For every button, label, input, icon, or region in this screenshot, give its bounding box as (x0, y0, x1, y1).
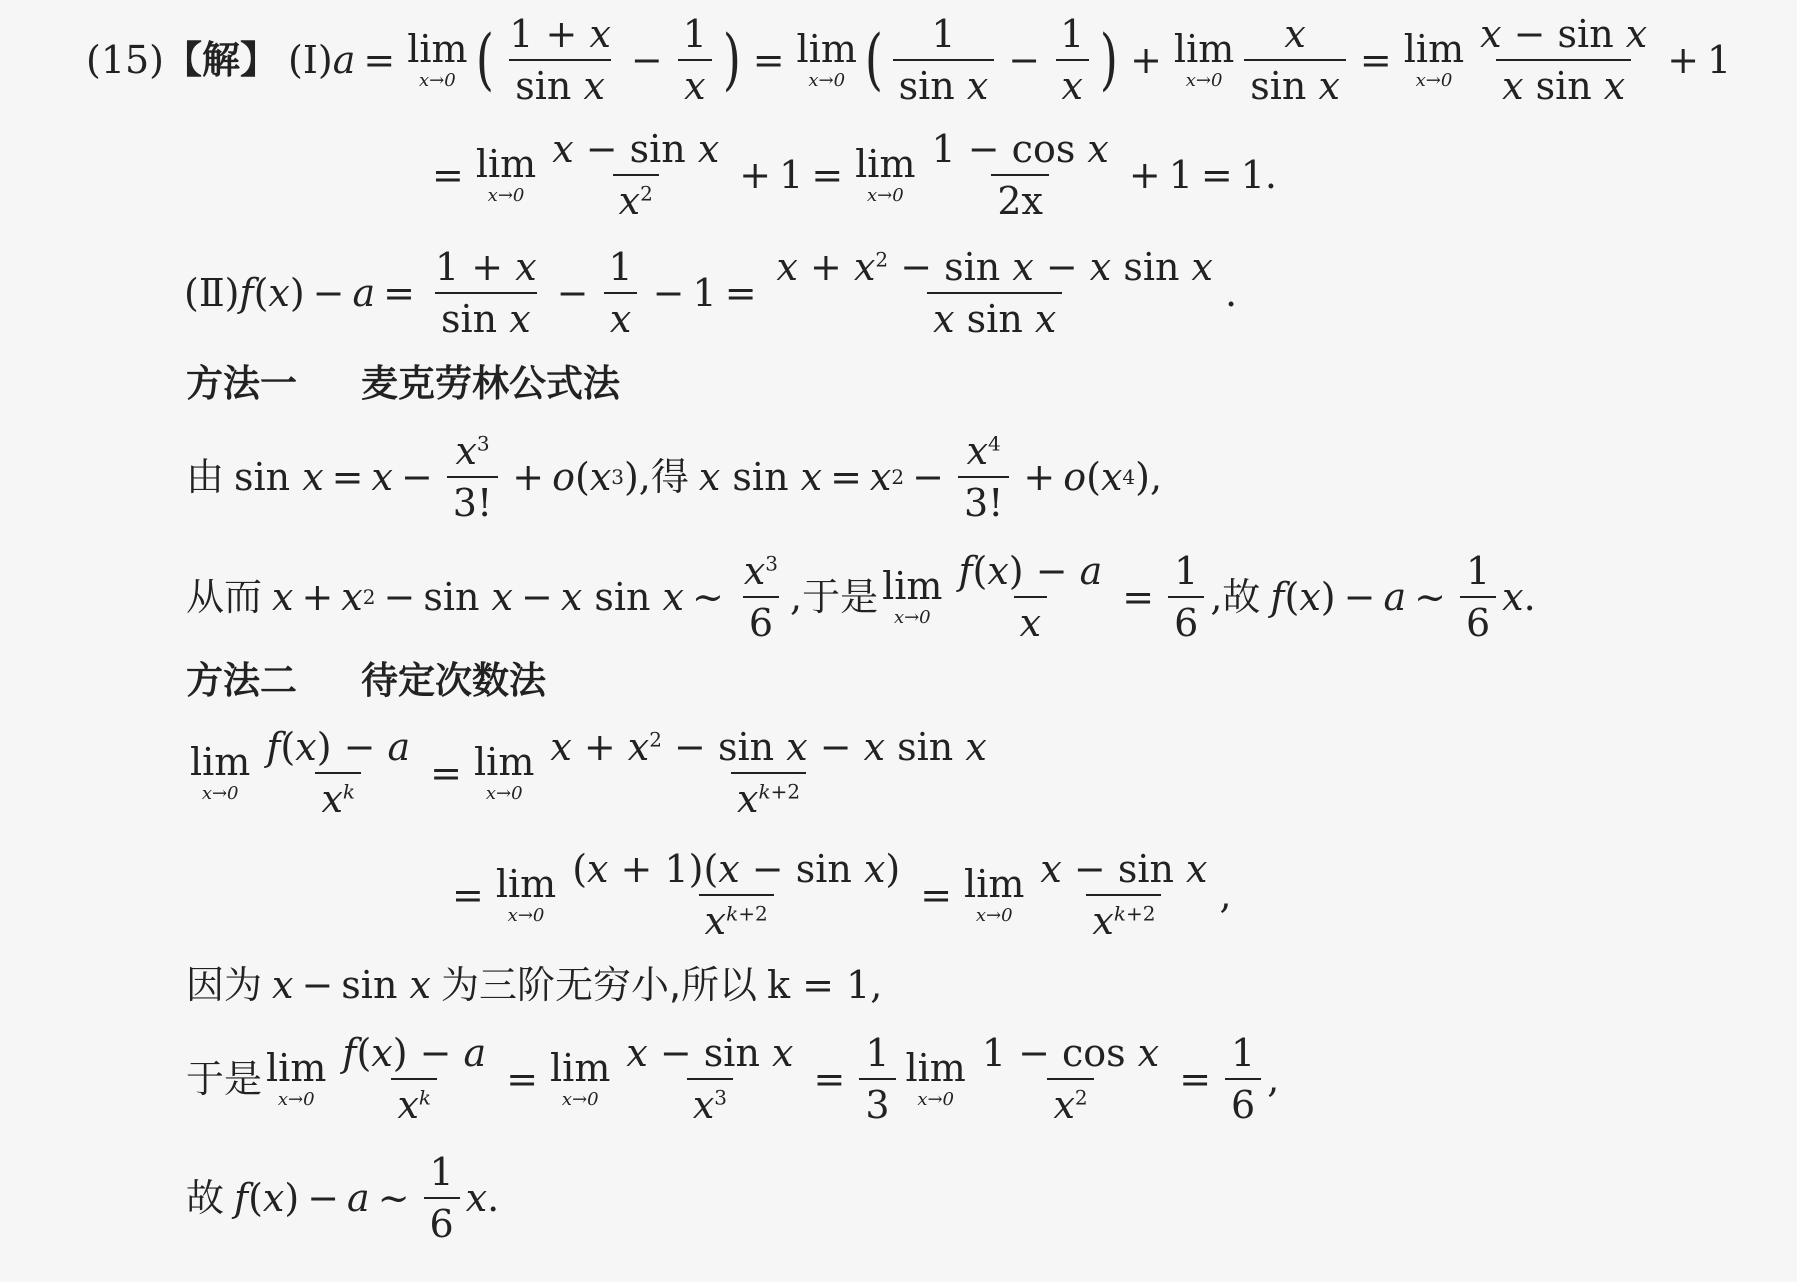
method2-setup: lim x→0 $\frac{f(x) - a}{x^k}$ = lim x→0 $\frac{x + x^2 - \sin x - x \sin x}{x^{k+2}}$ (190, 725, 987, 821)
method2-order: 因为 x − sin x 为三阶无穷小,所以 k = 1, (186, 963, 883, 1007)
part1-line2: = lim x→0 $\frac{\text{x − sin x}}{x^2}$ + 1 = lim x→0 $\frac{\text{1 − cos x}}{2x}$ + 1 = 1 . (432, 127, 1278, 223)
fraction: $\frac{1 + x}{\text{sin x}}$ (509, 12, 611, 108)
method2-result: 于是 lim x→0 $\frac{f(x) - a}{x^k}$ = lim x→0 $\frac{\text{x − sin x}}{x^3}$ = $\frac{1}{3}$ lim x→0 $\frac{\text{1 − cos x}}{x^2}$ = $\frac{1}{6}$ , (186, 1031, 1280, 1127)
method1-conclusion: 从而 x + x 2 − sin x − x sin x ~ $\frac{x^3}{6}$ , 于是 lim x→0 $\frac{f(x) - a}{x}$ = $\frac{1}{6}$ , 故 f ( x ) − a ~ $\frac{1}{6}$ x . (186, 549, 1536, 645)
method2-factor: = lim x→0 $\frac{\text{(x + 1)(x − sin x)}}{x^{k+2}}$ = lim x→0 $\frac{\text{x − sin x}}{x^{k+2}}$ , (452, 847, 1232, 943)
method1-heading: 方法一 麦克劳林公式法 (186, 362, 620, 405)
limit: lim x→0 (407, 27, 468, 91)
part2-label: (Ⅱ) (184, 271, 240, 315)
solution-label: 【解】 (164, 38, 279, 82)
part1-line1: (15) 【解】 (Ⅰ) a = lim x→0 ( $\frac{1 + x}{\text{sin x}}$ − $\frac{1}{x}$ ) = lim x→0 ( $\frac{1}{\text{sin x}}$ − $\frac{1}{x}$ ) + lim x→0 $\frac{x}{\text{sin x}}$ = lim x→0 $\frac{\text{x − sin x}}{\text{x sin x}}$ + 1 (86, 12, 1732, 108)
method2-heading: 方法二 待定次数法 (186, 659, 546, 702)
method2-final: 故 f ( x ) − a ~ $\frac{1}{6}$ x . (186, 1150, 500, 1246)
part1-label: (Ⅰ) (288, 38, 333, 82)
method1-expansion: 由 sin x = x − $\frac{x^3}{3!}$ + o ( x 3 ), 得 x sin x = x 2 − $\frac{x^4}{3!}$ + o ( x 4 ), (186, 429, 1163, 525)
problem-number: (15) (86, 38, 165, 82)
part2-line: (Ⅱ) f ( x ) − a = $\frac{1 + x}{\text{sin x}}$ − $\frac{1}{x}$ − 1 = $\frac{x + x^2 - \sin x - x \sin x}{\text{x sin x}}$ . (184, 245, 1238, 341)
